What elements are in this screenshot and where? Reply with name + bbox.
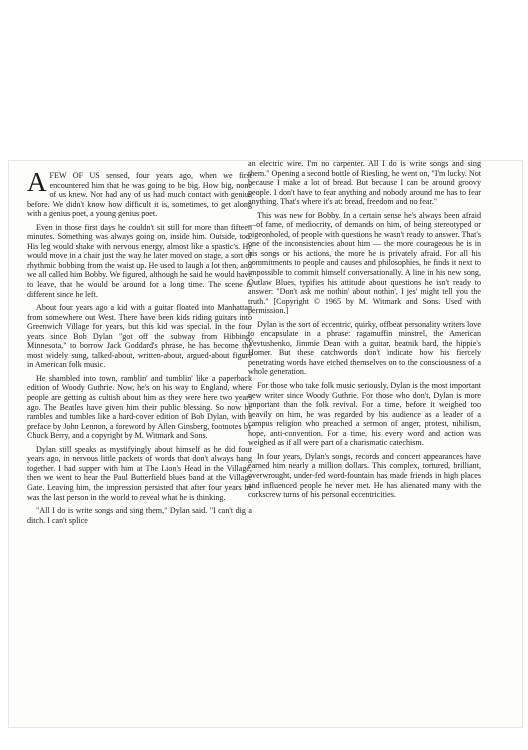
paragraph: In four years, Dylan's songs, records and concert appearances have earned him nearly a million dollars. This complex, tortured, brilliant, overwrought, under-fed word-fountain has made friends in high places and influenced people he never met. He has alienated many with the corkscrew turns of his personal eccentricities. <box>248 451 481 500</box>
paragraph: an electric wire. I'm no carpenter. All I do is write songs and sing them." Opening a second bottle of Riesling, he went on, "I'm lucky. Not because I make a lot of bread. But because I can be around groovy people. I don't have to fear anything and nobody around me has to fear anything. That's where it's at: bread, freedom and no fear." <box>248 159 481 207</box>
paragraph: For those who take folk music seriously, Dylan is the most important new writer since Woody Guthrie. For those who don't, Dylan is more important than the folk revival. For a time, before it weighed too heavily on him, he was regarded by his audience as a leader of a campus religion who preached a sermon of anger, protest, nihilism, hope, anti-convention. For a time, his every word and action was weighed as if all were part of a charismatic catechism. <box>248 381 481 448</box>
paragraph: "All I do is write songs and sing them," Dylan said. "I can't dig a ditch. I can't splice <box>27 506 252 525</box>
newspaper-clipping <box>8 160 523 728</box>
paragraph: Dylan still speaks as mystifyingly about himself as he did four years ago, in nervous little packets of words that don't always hang together. I had supper with him at The Lion's Head in the Village, then we went to hear the Paul Butterfield blues band at the Village Gate. Leaving him, the impression persisted that after four years he was the last person in the world to reveal what he is thinking. <box>27 444 252 502</box>
paragraph: Dylan is the sort of eccentric, quirky, offbeat personality writers love to encapsulate in a phrase: ragamuffin minstrel, the American Yevtushenko, Jimmie Dean with a guitar, beatnik bard, the hippie's Homer. But these catchwords don't indicate how his fiercely penetrating words have etched themselves on to the consciousness of a whole generation. <box>248 319 481 377</box>
paragraph: He shambled into town, ramblin' and tumblin' like a paperback edition of Woody Guthrie. Now, he's on his way to England, where people are getting as cultish about him as they were here two years ago. The Beatles have given him their public blessing. So now he rambles and tumbles like a hard-cover edition of Bob Dylan, with a preface by John Lennon, a foreword by Allen Ginsberg, footnotes by Chuck Berry, and a copyright by M. Witmark and Sons. <box>27 373 252 441</box>
article-left-column <box>27 167 252 529</box>
paragraph: This was new for Bobby. In a certain sense he's always been afraid—of fame, of mediocrity, of demands on him, of being stereotyped or pigeonholed, of people with questions he wasn't ready to answer. That's one of the inconsistencies about him — the more courageous he is in his songs or his actions, the more he is privately afraid. For all his commitments to people and causes and philosophies, he finds it next to impossible to commit himself conversationally. A line in his new song, Outlaw Blues, typifies his attitude about questions he isn't ready to answer: "Don't ask me nothin' about nothin', I jes' might tell you the truth." [Copyright © 1965 by M. Witmark and Sons. Used with permission.] <box>248 210 481 316</box>
paragraph: Even in those first days he couldn't sit still for more than fifteen minutes. Something was always going on, inside him. Outside, too. His leg would shake with nervous energy, almost like a spastic's. He would move in a chair just the way he later moved on stage, a sort of rhythmic bobbing from the waist up. He used to laugh a lot then, and we all called him Bobby. We figured, although he said he would have to leave, that he would be around for a long time. The scene is different since he left. <box>27 222 252 299</box>
drop-cap: A <box>27 167 47 197</box>
article-right-column <box>248 159 481 504</box>
paragraph: About four years ago a kid with a guitar floated into Manhattan from somewhere out West. There have been kids riding guitars into Greenwich Village for years, but this kid was special. In the four years since Bob Dylan "got off the subway from Hibbing, Minnesota," to borrow Jack Goddard's phrase, he has become the most widely sung, talked-about, written-about, argued-about figure in American folk music. <box>27 303 252 370</box>
paragraph: AFEW OF US sensed, four years ago, when we first encountered him that he was going to be big. How big, none of us knew. Nor had any of us had much contact with genius before. We didn't know how difficult it is, sometimes, to get along with a genius poet, a young genius poet. <box>27 167 252 219</box>
